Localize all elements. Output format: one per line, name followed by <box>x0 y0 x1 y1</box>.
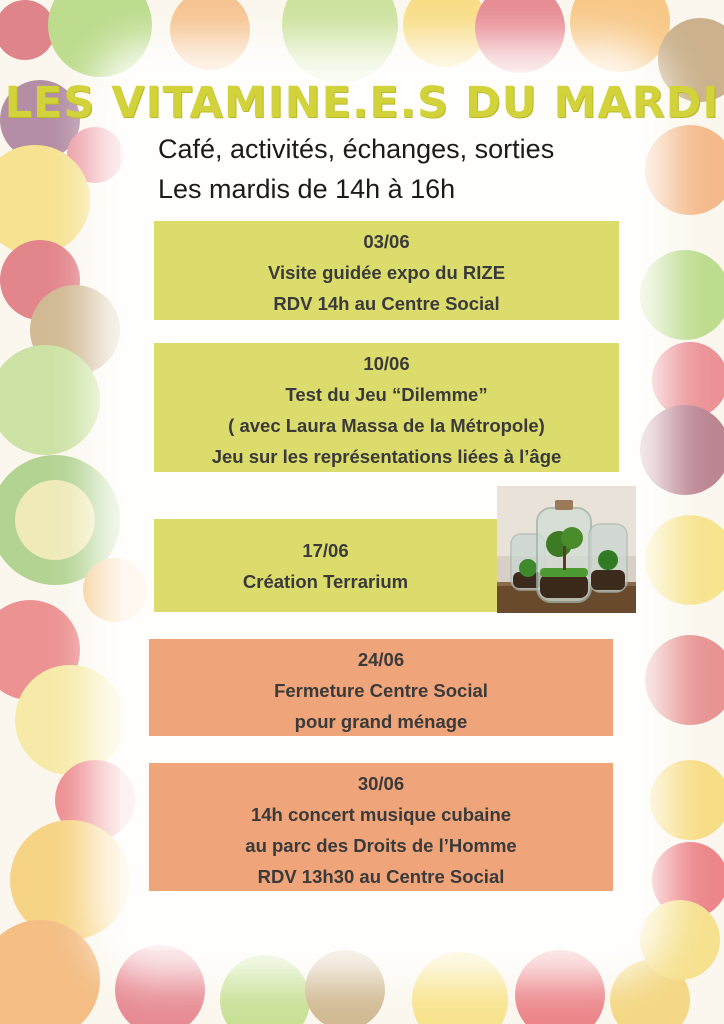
event-date: 10/06 <box>363 353 410 374</box>
event-line: Visite guidée expo du RIZE <box>267 262 506 283</box>
terrarium-photo <box>497 486 636 613</box>
event-card-1706 <box>154 519 497 612</box>
event-line: 14h concert musique cubaine <box>250 804 512 825</box>
event-card-2406 <box>149 639 613 736</box>
event-card-0306 <box>154 221 619 320</box>
event-date: 24/06 <box>357 649 405 670</box>
event-line: Test du Jeu “Dilemme” <box>285 384 488 405</box>
event-line: RDV 14h au Centre Social <box>273 293 500 314</box>
event-line: Fermeture Centre Social <box>274 680 488 701</box>
event-card-3006 <box>149 763 613 891</box>
event-line: pour grand ménage <box>294 711 468 732</box>
event-line: Jeu sur les représentations liées à l’âge <box>211 446 562 467</box>
event-line: RDV 13h30 au Centre Social <box>257 866 505 887</box>
event-card-1006 <box>154 343 619 472</box>
subtitle-schedule: Les mardis de 14h à 16h <box>158 174 456 204</box>
event-line: au parc des Droits de l’Homme <box>245 835 517 856</box>
event-date: 30/06 <box>357 773 405 794</box>
event-date: 17/06 <box>302 540 349 561</box>
poster-title: LES VITAMINE.E.S DU MARDI <box>4 78 720 128</box>
event-date: 03/06 <box>363 231 410 252</box>
event-line: Création Terrarium <box>242 571 409 592</box>
event-line: ( avec Laura Massa de la Métropole) <box>228 415 545 436</box>
subtitle-activities: Café, activités, échanges, sorties <box>158 134 555 164</box>
